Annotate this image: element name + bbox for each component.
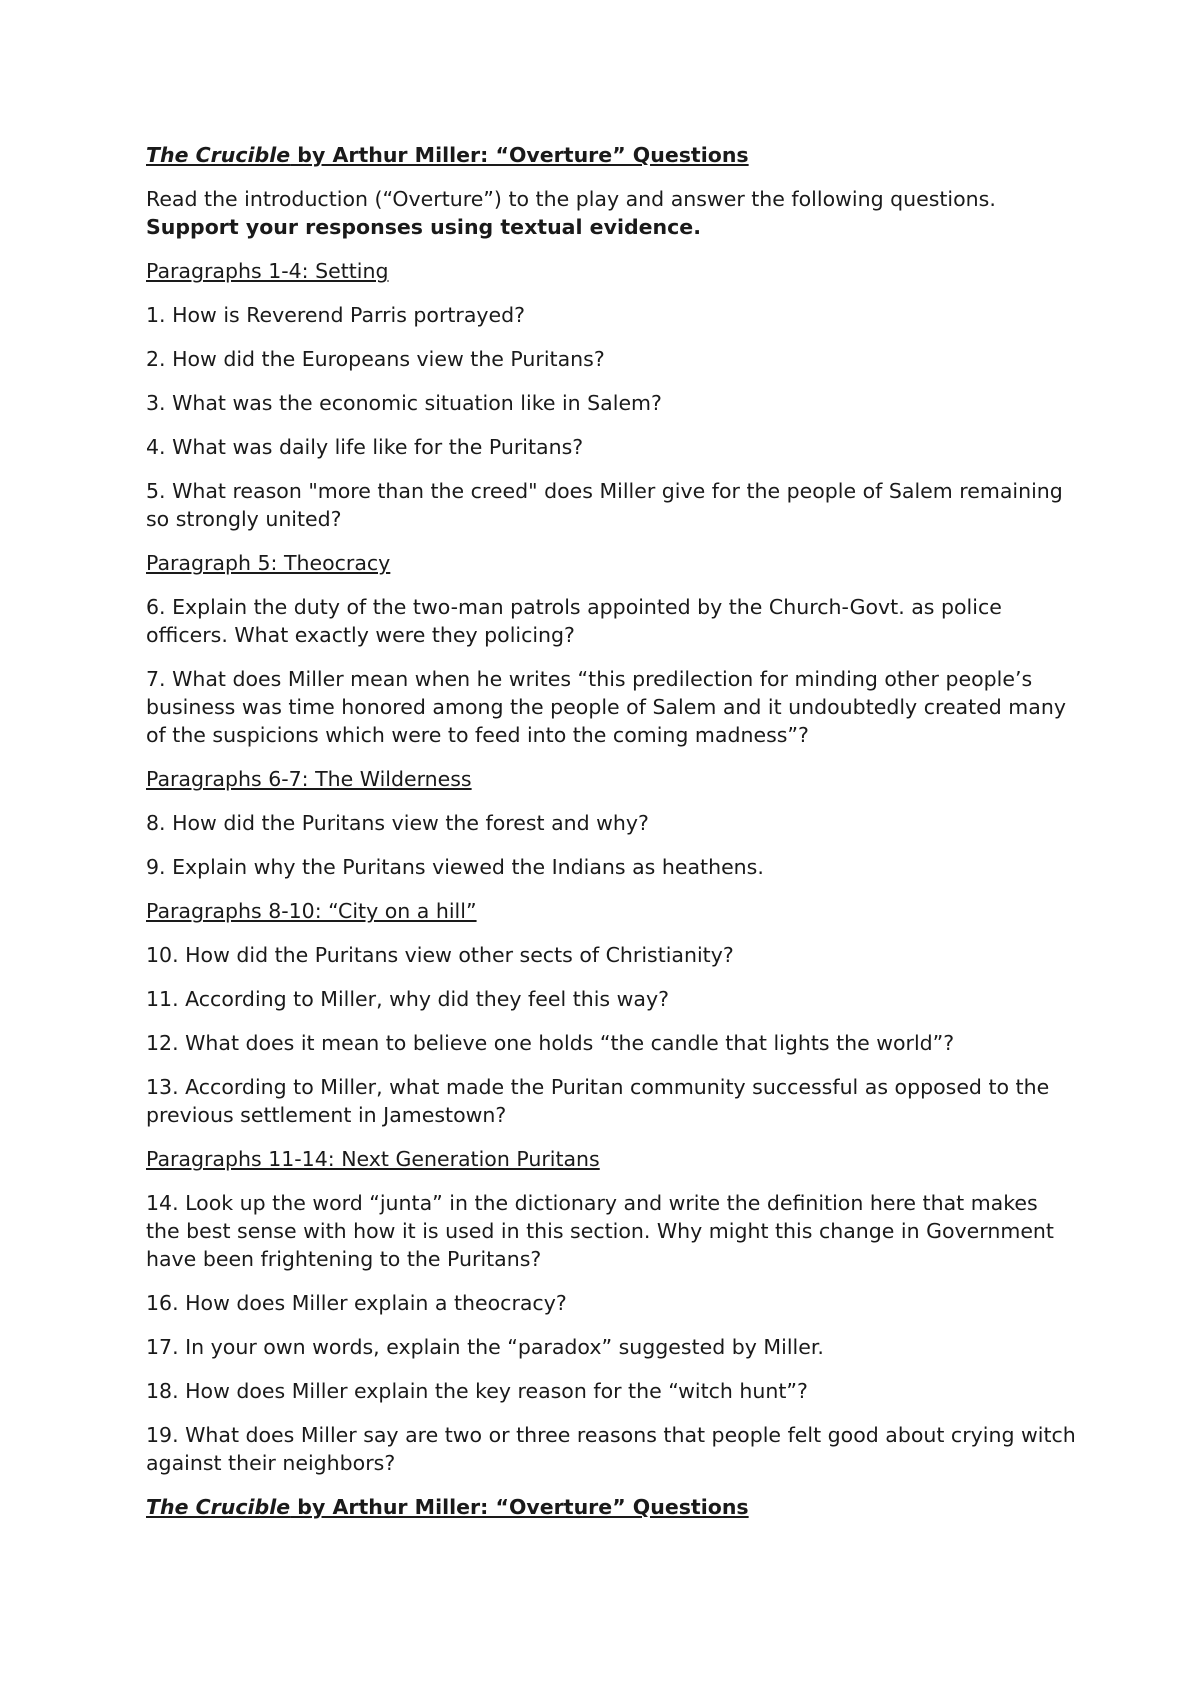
question-10: 10. How did the Puritans view other sects of Christianity?	[146, 943, 734, 967]
question-3: 3. What was the economic situation like in Salem?	[146, 391, 662, 415]
question-9: 9. Explain why the Puritans viewed the Indians as heathens.	[146, 855, 764, 879]
footer-title-rest: by Arthur Miller: “Overture” Questions	[290, 1495, 749, 1519]
title-italic: The Crucible	[146, 143, 291, 167]
question-17: 17. In your own words, explain the “paradox” suggested by Miller.	[146, 1335, 824, 1359]
section-heading-city-on-a-hill: Paragraphs 8-10: “City on a hill”	[146, 899, 477, 923]
section-heading-setting: Paragraphs 1-4: Setting	[146, 259, 389, 283]
section-heading-wilderness: Paragraphs 6-7: The Wilderness	[146, 767, 472, 791]
question-11: 11. According to Miller, why did they feel this way?	[146, 987, 669, 1011]
question-19: 19. What does Miller say are two or three reasons that people felt good about crying witch against their neighbors?	[146, 1423, 1076, 1475]
intro-text: Read the introduction (“Overture”) to the play and answer the following questions.	[146, 187, 996, 211]
document-page	[146, 141, 1076, 1537]
repeated-document-title	[146, 1493, 1076, 1521]
question-8: 8. How did the Puritans view the forest and why?	[146, 811, 649, 835]
document-title	[146, 141, 1076, 169]
question-2: 2. How did the Europeans view the Puritans?	[146, 347, 605, 371]
question-7: 7. What does Miller mean when he writes “this predilection for minding other people’s business was time honored among the people of Salem and it undoubtedly created many of the suspicions which were to feed into the coming madness”?	[146, 667, 1066, 747]
question-5: 5. What reason "more than the creed" does Miller give for the people of Salem remaining so strongly united?	[146, 479, 1063, 531]
section-heading-next-generation: Paragraphs 11-14: Next Generation Puritans	[146, 1147, 600, 1171]
section-heading-theocracy: Paragraph 5: Theocracy	[146, 551, 391, 575]
question-4: 4. What was daily life like for the Puritans?	[146, 435, 584, 459]
footer-title-italic: The Crucible	[146, 1495, 291, 1519]
question-14: 14. Look up the word “junta” in the dictionary and write the definition here that makes the best sense with how it is used in this section. Why might this change in Government have been frightening to the Puritans?	[146, 1191, 1054, 1271]
question-18: 18. How does Miller explain the key reason for the “witch hunt”?	[146, 1379, 808, 1403]
question-6: 6. Explain the duty of the two-man patrols appointed by the Church-Govt. as police officers. What exactly were they policing?	[146, 595, 1002, 647]
question-13: 13. According to Miller, what made the Puritan community successful as opposed to the previous settlement in Jamestown?	[146, 1075, 1050, 1127]
intro-bold: Support your responses using textual evidence.	[146, 215, 701, 239]
question-12: 12. What does it mean to believe one holds “the candle that lights the world”?	[146, 1031, 955, 1055]
intro-paragraph	[146, 185, 1076, 241]
question-1: 1. How is Reverend Parris portrayed?	[146, 303, 526, 327]
title-rest: by Arthur Miller: “Overture” Questions	[290, 143, 749, 167]
question-16: 16. How does Miller explain a theocracy?	[146, 1291, 567, 1315]
